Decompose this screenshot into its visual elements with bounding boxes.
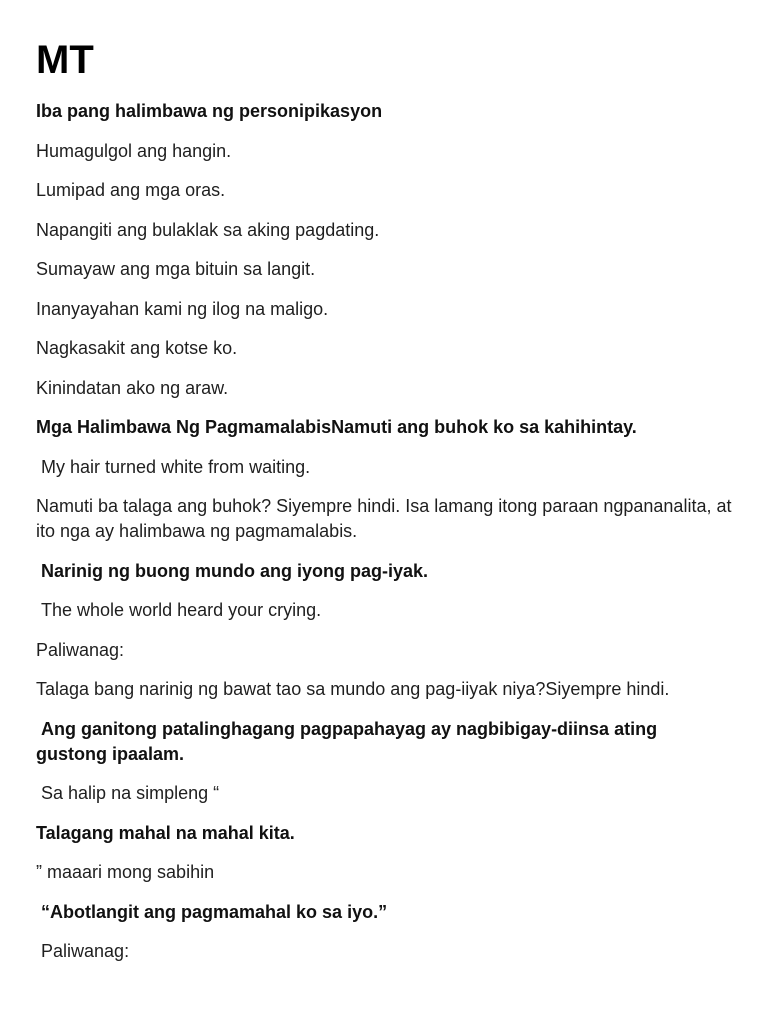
explanation-label: Paliwanag: bbox=[36, 941, 130, 961]
example-heading: Narinig ng buong mundo ang iyong pag-iyak. bbox=[36, 560, 429, 581]
quote-line: Talagang mahal na mahal kita. bbox=[36, 822, 295, 843]
example-line: Nagkasakit ang kotse ko. bbox=[36, 338, 238, 358]
quote-line: “Abotlangit ang pagmamahal ko sa iyo.” bbox=[36, 901, 388, 922]
example-line: Lumipad ang mga oras. bbox=[36, 180, 226, 200]
translation-line: My hair turned white from waiting. bbox=[36, 456, 311, 477]
explanation-paragraph: Talaga bang narinig ng bawat tao sa mundo ang pag-iiyak niya?Siyempre hindi. bbox=[36, 679, 670, 699]
section-heading-hyperbole: Mga Halimbawa Ng PagmamalabisNamuti ang buhok ko sa kahihintay. bbox=[36, 417, 637, 437]
example-line: Napangiti ang bulaklak sa aking pagdating. bbox=[36, 219, 380, 240]
example-line: Humagulgol ang hangin. bbox=[36, 140, 232, 161]
body-line: ” maaari mong sabihin bbox=[36, 862, 215, 882]
explanation-label: Paliwanag: bbox=[36, 639, 125, 660]
example-line: Inanyayahan kami ng ilog na maligo. bbox=[36, 298, 329, 319]
example-line: Kinindatan ako ng araw. bbox=[36, 377, 229, 398]
translation-line: The whole world heard your crying. bbox=[36, 600, 322, 620]
body-line: Sa halip na simpleng “ bbox=[36, 783, 220, 803]
example-line: Sumayaw ang mga bituin sa langit. bbox=[36, 259, 316, 279]
section-heading-personification: Iba pang halimbawa ng personipikasyon bbox=[36, 101, 383, 121]
explanation-paragraph: Namuti ba talaga ang buhok? Siyempre hindi. Isa lamang itong paraan ngpananalita, at ito nga ay halimbawa ng pagmamalabis. bbox=[36, 496, 737, 541]
document-title: MT bbox=[36, 38, 94, 82]
emphasis-paragraph: Ang ganitong patalinghagang pagpapahayag ay nagbibigay-diinsa ating gustong ipaalam. bbox=[36, 718, 663, 764]
